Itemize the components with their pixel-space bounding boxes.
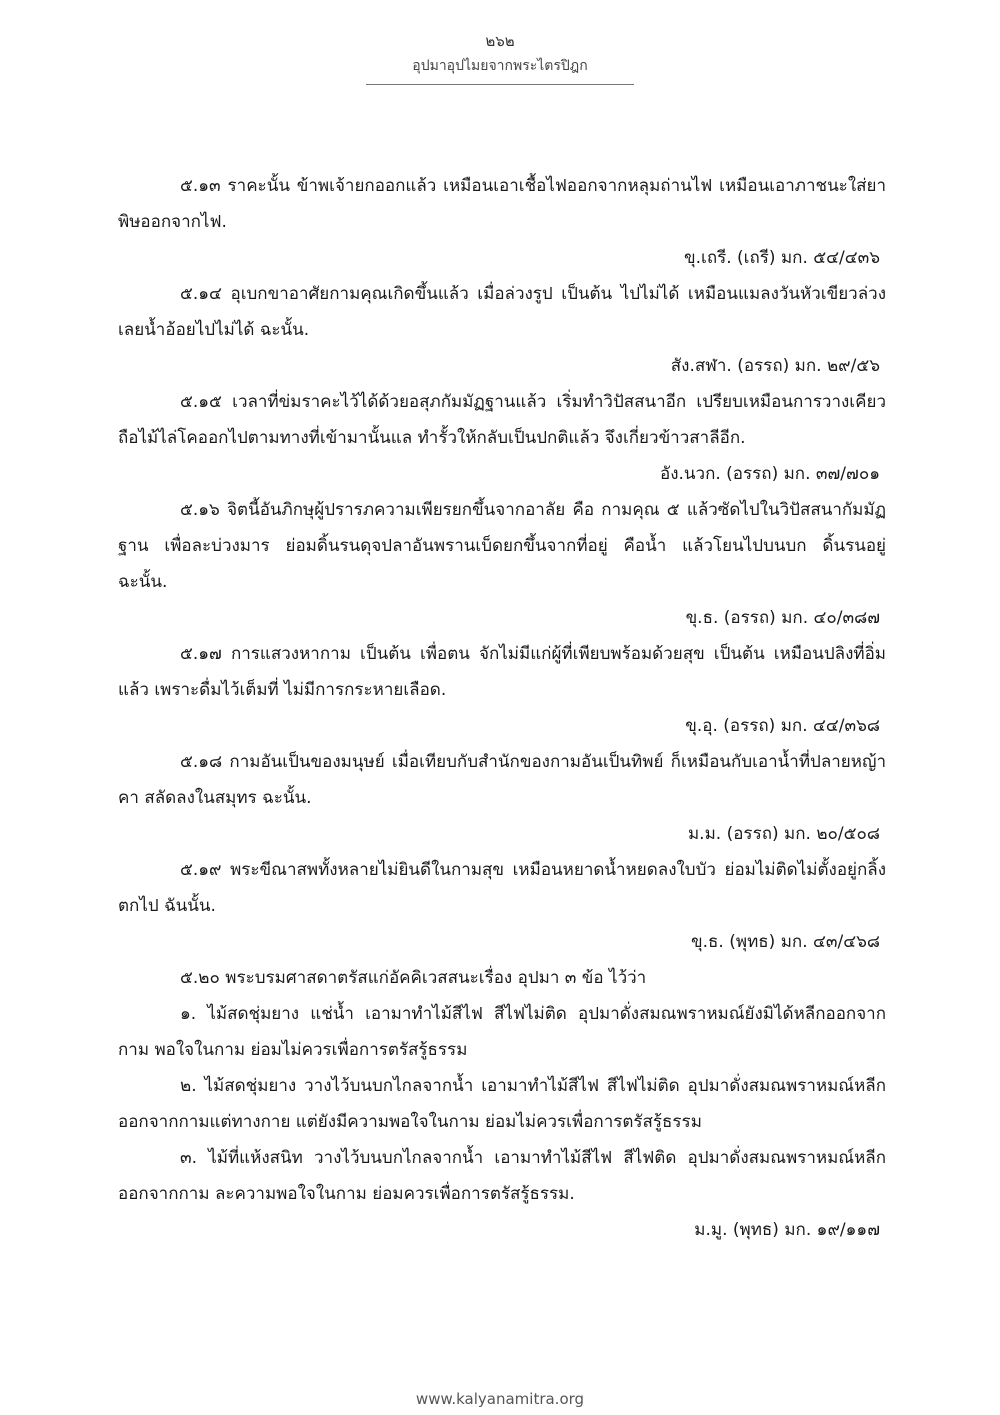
paragraph-5-19: ๕.๑๙ พระขีณาสพทั้งหลายไม่ยินดีในกามสุข เหมือนหยาดน้ำหยดลงใบบัว ย่อมไม่ติดไม่ตั้งอยู่กลิ้งตกไป ฉันนั้น. <box>118 860 886 916</box>
header-divider <box>366 84 634 85</box>
paragraph-5-13: ๕.๑๓ ราคะนั้น ข้าพเจ้ายกออกแล้ว เหมือนเอาเชื้อไฟออกจากหลุมถ่านไฟ เหมือนเอาภาชนะใส่ยาพิษออกจากไฟ. <box>118 176 886 232</box>
list-item-3: ๓. ไม้ที่แห้งสนิท วางไว้บนบกไกลจากน้ำ เอามาทำไม้สีไฟ สีไฟติด อุปมาดั่งสมณพราหมณ์หลีกออกจากกาม ละความพอใจในกาม ย่อมควรเพื่อการตรัสรู้ธรรม. <box>118 1148 886 1204</box>
reference-5-14: สัง.สฬา. (อรรถ) มก. ๒๙/๕๖ <box>670 356 880 376</box>
page-body <box>118 168 886 1248</box>
reference-5-15: อัง.นวก. (อรรถ) มก. ๓๗/๗๐๑ <box>659 464 880 484</box>
paragraph-5-18: ๕.๑๘ กามอันเป็นของมนุษย์ เมื่อเทียบกับสำนักของกามอันเป็นทิพย์ ก็เหมือนกับเอาน้ำที่ปลายหญ้าคา สลัดลงในสมุทร ฉะนั้น. <box>118 752 886 808</box>
reference-5-19: ขุ.ธ. (พุทธ) มก. ๔๓/๔๖๘ <box>691 932 880 952</box>
reference-5-16: ขุ.ธ. (อรรถ) มก. ๔๐/๓๘๗ <box>685 608 880 628</box>
list-item-2: ๒. ไม้สดชุ่มยาง วางไว้บนบกไกลจากน้ำ เอามาทำไม้สีไฟ สีไฟไม่ติด อุปมาดั่งสมณพราหมณ์หลีกออกจากกามแต่ทางกาย แต่ยังมีความพอใจในกาม ย่อมไม่ควรเพื่อการตรัสรู้ธรรม <box>118 1076 886 1132</box>
paragraph-5-16: ๕.๑๖ จิตนี้อันภิกษุผู้ปรารภความเพียรยกขึ้นจากอาลัย คือ กามคุณ ๕ แล้วซัดไปในวิปัสสนากัมมัฏฐาน เพื่อละบ่วงมาร ย่อมดิ้นรนดุจปลาอันพรานเบ็ดยกขึ้นจากที่อยู่ คือน้ำ แล้วโยนไปบนบก ดิ้นรนอยู่ ฉะนั้น. <box>118 500 886 592</box>
page-header <box>0 30 1000 85</box>
list-item-1: ๑. ไม้สดชุ่มยาง แช่น้ำ เอามาทำไม้สีไฟ สีไฟไม่ติด อุปมาดั่งสมณพราหมณ์ยังมิได้หลีกออกจากกาม พอใจในกาม ย่อมไม่ควรเพื่อการตรัสรู้ธรรม <box>118 1004 886 1060</box>
reference-5-18: ม.ม. (อรรถ) มก. ๒๐/๕๐๘ <box>687 824 880 844</box>
reference-5-17: ขุ.อุ. (อรรถ) มก. ๔๔/๓๖๘ <box>685 716 880 736</box>
reference-5-20: ม.มู. (พุทธ) มก. ๑๙/๑๑๗ <box>694 1220 880 1240</box>
page-number: ๒๖๒ <box>485 32 515 50</box>
running-title: อุปมาอุปไมยจากพระไตรปิฎก <box>412 58 588 74</box>
reference-5-13: ขุ.เถรี. (เถรี) มก. ๕๔/๔๓๖ <box>683 248 880 268</box>
footer-website: www.kalyanamitra.org <box>415 1390 585 1408</box>
paragraph-5-14: ๕.๑๔ อุเบกขาอาศัยกามคุณเกิดขึ้นแล้ว เมื่อล่วงรูป เป็นต้น ไปไม่ได้ เหมือนแมลงวันหัวเขียวล่วงเลยน้ำอ้อยไปไม่ได้ ฉะนั้น. <box>118 284 886 340</box>
paragraph-5-17: ๕.๑๗ การแสวงหากาม เป็นต้น เพื่อตน จักไม่มีแก่ผู้ที่เพียบพร้อมด้วยสุข เป็นต้น เหมือนปลิงที่อิ่มแล้ว เพราะดื่มไว้เต็มที่ ไม่มีการกระหายเลือด. <box>118 644 886 700</box>
paragraph-5-15: ๕.๑๕ เวลาที่ข่มราคะไว้ได้ด้วยอสุภกัมมัฏฐานแล้ว เริ่มทำวิปัสสนาอีก เปรียบเหมือนการวางเคียว ถือไม้ไล่โคออกไปตามทางที่เข้ามานั้นแล ทำรั้วให้กลับเป็นปกติแล้ว จึงเกี่ยวข้าวสาลีอีก. <box>118 392 886 448</box>
paragraph-5-20-intro: ๕.๒๐ พระบรมศาสดาตรัสแก่อัคคิเวสสนะเรื่อง อุปมา ๓ ข้อ ไว้ว่า <box>180 968 647 988</box>
